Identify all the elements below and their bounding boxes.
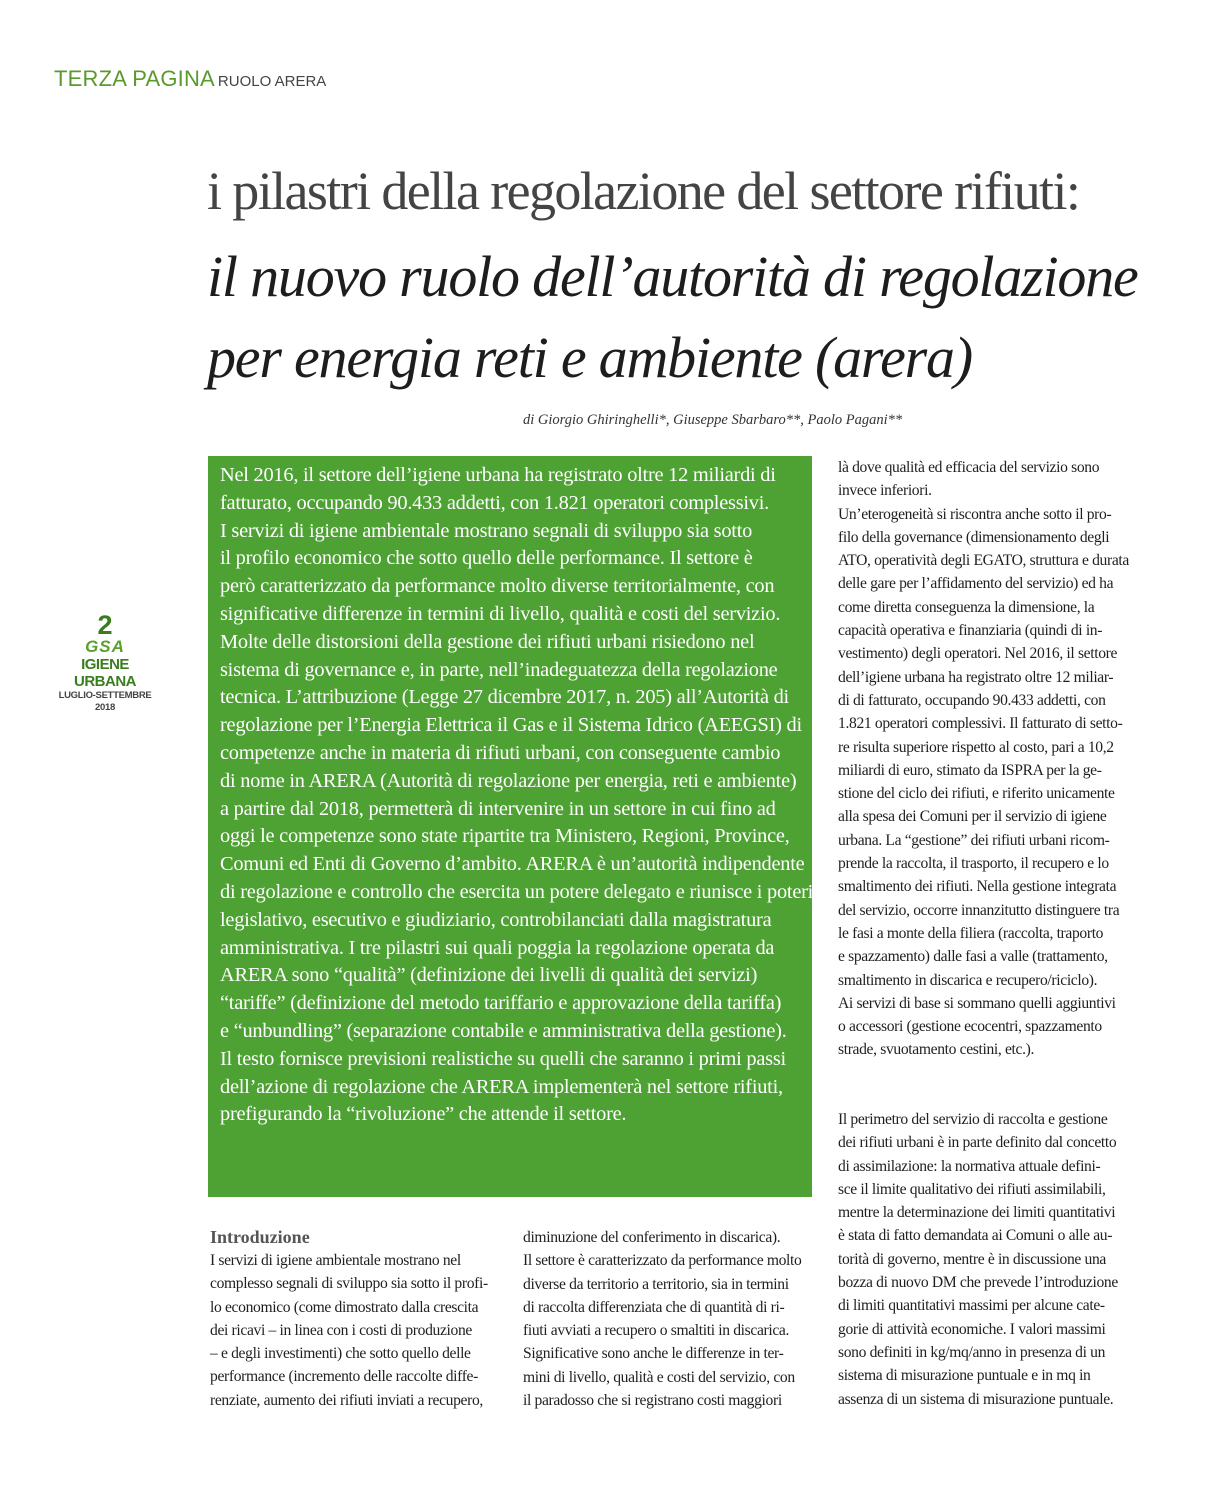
body-line: Ai servizi di base si sommano quelli aggiuntivi [838, 994, 1116, 1012]
body-line: di raccolta differenziata che di quantità di ri- [523, 1298, 785, 1316]
body-line: performance (incremento delle raccolte diffe- [210, 1368, 478, 1386]
body-line: complesso segnali di sviluppo sia sotto il profi- [210, 1275, 488, 1293]
abstract-line: a partire dal 2018, permetterà di intervenire in un settore in cui fino ad [220, 797, 776, 820]
body-line: smaltimento in discarica e recupero/riciclo). [838, 971, 1098, 989]
body-line: le fasi a monte della filiera (raccolta, traporto [838, 924, 1104, 942]
body-line: assenza di un sistema di misurazione puntuale. [838, 1390, 1114, 1408]
magazine-logo: GSA [85, 637, 125, 656]
abstract-line: però caratterizzato da performance molto diverse territorialmente, con [220, 575, 775, 598]
body-line: del servizio, occorre innanzitutto distinguere tra [838, 901, 1120, 919]
body-line: o accessori (gestione ecocentri, spazzamento [838, 1018, 1102, 1036]
abstract-line: di nome in ARERA (Autorità di regolazione per energia, reti e ambiente) [220, 769, 797, 792]
body-line: torità di governo, mentre è in discussione una [838, 1250, 1106, 1268]
byline: di Giorgio Ghiringhelli*, Giuseppe Sbarbaro**, Paolo Pagani** [523, 412, 903, 428]
abstract-line: “tariffe” (definizione del metodo tariffario e approvazione della tariffa) [220, 992, 782, 1015]
body-line: è stata di fatto demandata ai Comuni o alle au- [838, 1227, 1113, 1245]
body-line: mentre la determinazione dei limiti quantitativi [838, 1204, 1116, 1222]
body-line: miliardi di euro, stimato da ISPRA per la ge- [838, 761, 1102, 779]
body-line: fiuti avviati a recupero o smaltiti in discarica. [523, 1322, 790, 1340]
body-line: di di fatturato, occupando 90.433 addetti, con [838, 691, 1106, 709]
section-heading-introduzione: Introduzione [210, 1227, 310, 1247]
body-line: bozza di nuovo DM che prevede l’introduzione [838, 1274, 1118, 1292]
body-line: – e degli investimenti) che sotto quello delle [210, 1345, 471, 1363]
abstract-line: ARERA sono “qualità” (definizione dei livelli di qualità dei servizi) [220, 964, 758, 987]
abstract-line: prefigurando la “rivoluzione” che attende il settore. [220, 1103, 627, 1126]
body-column-1 [210, 1226, 488, 1412]
abstract-line: legislativo, esecutivo e giudiziario, controbilanciati dalla magistratura [220, 908, 772, 931]
body-line: dell’igiene urbana ha registrato oltre 12 miliar- [838, 668, 1114, 686]
body-line: diverse da territorio a territorio, sia in termini [523, 1275, 789, 1293]
abstract-line: il profilo economico che sotto quello delle performance. Il settore è [220, 547, 753, 570]
abstract-line: competenze anche in materia di rifiuti urbani, con conseguente cambio [220, 741, 781, 764]
section-header [54, 66, 326, 92]
abstract-line: oggi le competenze sono state ripartite tra Ministero, Regioni, Province, [220, 825, 790, 848]
body-line: invece inferiori. [838, 482, 932, 500]
body-line: diminuzione del conferimento in discarica). [523, 1229, 781, 1246]
abstract-line: fatturato, occupando 90.433 addetti, con 1.821 operatori complessivi. [220, 491, 770, 514]
abstract-line: significative differenze in termini di livello, qualità e costi del servizio. [220, 602, 781, 625]
body-line: sce il limite qualitativo dei rifiuti assimilabili, [838, 1180, 1106, 1198]
body-line: sistema di misurazione puntuale e in mq in [838, 1367, 1091, 1385]
section-title: TERZA PAGINA [54, 66, 215, 91]
abstract-line: sistema di governance e, in parte, nell’inadeguatezza della regolazione [220, 658, 778, 681]
body-line: e spazzamento) dalle fasi a valle (trattamento, [838, 948, 1108, 966]
body-line: Significative sono anche le differenze in ter- [523, 1345, 784, 1363]
body-line: urbana. La “gestione” dei rifiuti urbani ricom- [838, 831, 1110, 849]
body-line: di limiti quantitativi massimi per alcune cate- [838, 1297, 1105, 1315]
body-line: filo della governance (dimensionamento degli [838, 528, 1110, 546]
body-line: delle gare per l’affidamento del servizio) ed ha [838, 575, 1114, 593]
abstract-box [208, 456, 812, 1197]
body-line: mini di livello, qualità e costi del servizio, con [523, 1368, 795, 1386]
article-title-line-2: il nuovo ruolo dell’autorità di regolazione [207, 244, 1138, 309]
body-line: il paradosso che si registrano costi maggiori [523, 1392, 782, 1410]
article-title-line-1: i pilastri della regolazione del settore rifiuti: [207, 161, 1080, 221]
body-line: Il perimetro del servizio di raccolta e gestione [838, 1111, 1108, 1128]
abstract-line: e “unbundling” (separazione contabile e amministrativa della gestione). [220, 1019, 787, 1042]
body-column-3 [838, 456, 1129, 1062]
abstract-line: tecnica. L’attribuzione (Legge 27 dicembre 2017, n. 205) all’Autorità di [220, 686, 789, 709]
abstract-line: regolazione per l’Energia Elettrica il Gas e il Sistema Idrico (AEEGSI) di [220, 714, 802, 737]
magazine-sidebar [52, 612, 158, 714]
body-line: re risulta superiore rispetto al costo, pari a 10,2 [838, 738, 1114, 756]
article-title-line-3: per energia reti e ambiente (arera) [207, 325, 972, 390]
abstract-line: Comuni ed Enti di Governo d’ambito. ARERA è un’autorità indipendente [220, 853, 805, 876]
body-line: 1.821 operatori complessivi. Il fatturato di setto- [838, 715, 1123, 733]
body-line: Un’eterogeneità si riscontra anche sotto il pro- [838, 505, 1112, 523]
body-line: gorie di attività economiche. I valori massimi [838, 1320, 1106, 1338]
body-line: alla spesa dei Comuni per il servizio di igiene [838, 808, 1107, 826]
body-line: capacità operativa e finanziaria (quindi di in- [838, 622, 1103, 640]
body-line: dei rifiuti urbani è in parte definito dal concetto [838, 1134, 1117, 1152]
body-column-3-continued [838, 1108, 1118, 1411]
body-line: I servizi di igiene ambientale mostrano nel [210, 1252, 461, 1269]
body-line: strade, svuotamento cestini, etc.). [838, 1041, 1035, 1059]
abstract-line: di regolazione e controllo che esercita un potere delegato e riunisce i poteri [220, 880, 814, 903]
magazine-name: IGIENE URBANA [74, 656, 136, 690]
body-line: prende la raccolta, il trasporto, il recupero e lo [838, 855, 1109, 873]
abstract-line: amministrativa. I tre pilastri sui quali poggia la regolazione operata da [220, 936, 775, 959]
body-line: stione del ciclo dei rifiuti, e riferito unicamente [838, 785, 1115, 803]
body-line: Il settore è caratterizzato da performance molto [523, 1252, 802, 1270]
body-line: lo economico (come dimostrato dalla crescita [210, 1298, 479, 1316]
body-line: di assimilazione: la normativa attuale defini- [838, 1157, 1101, 1175]
body-line: vestimento) degli operatori. Nel 2016, il settore [838, 645, 1118, 663]
body-line: come diretta conseguenza la dimensione, la [838, 598, 1095, 616]
abstract-line: I servizi di igiene ambientale mostrano segnali di sviluppo sia sotto [220, 519, 753, 542]
body-line: sono definiti in kg/mq/anno in presenza di un [838, 1343, 1106, 1361]
body-line: là dove qualità ed efficacia del servizio sono [838, 459, 1100, 476]
body-column-2 [523, 1226, 801, 1412]
abstract-line: Molte delle distorsioni della gestione dei rifiuti urbani risiedono nel [220, 630, 755, 653]
section-subtitle: RUOLO ARERA [217, 73, 327, 90]
body-line: ATO, operatività degli EGATO, struttura e durata [838, 552, 1129, 570]
issue-date: LUGLIO-SETTEMBRE 2018 [58, 690, 152, 713]
body-line: renziate, aumento dei rifiuti inviati a recupero, [210, 1391, 483, 1409]
abstract-line: Nel 2016, il settore dell’igiene urbana ha registrato oltre 12 miliardi di [220, 464, 776, 486]
abstract-line: Il testo fornisce previsioni realistiche su quelli che saranno i primi passi [220, 1047, 786, 1070]
page-number: 2 [97, 610, 113, 640]
abstract-line: dell’azione di regolazione che ARERA implementerà nel settore rifiuti, [220, 1075, 783, 1098]
body-line: dei ricavi – in linea con i costi di produzione [210, 1321, 472, 1339]
body-line: smaltimento dei rifiuti. Nella gestione integrata [838, 878, 1117, 896]
